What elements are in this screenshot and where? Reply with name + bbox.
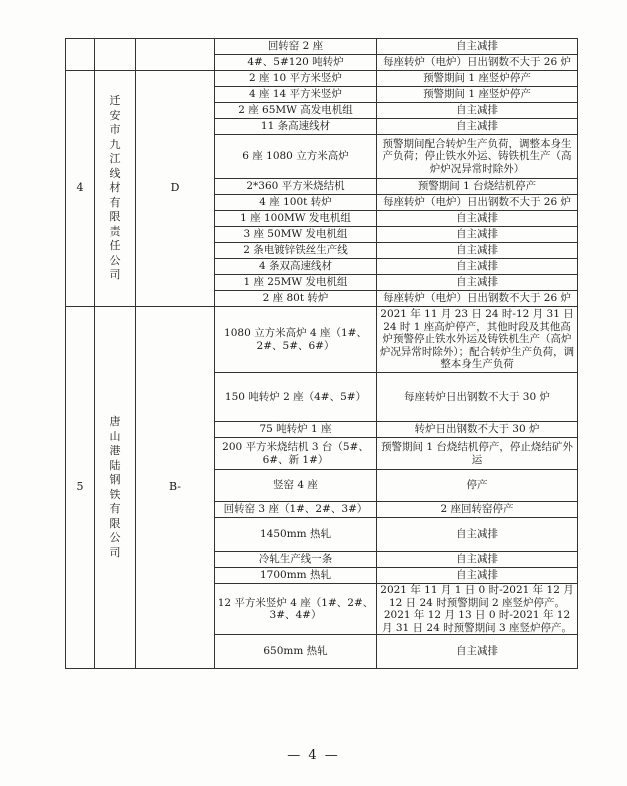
prev-grade-cell <box>136 39 215 71</box>
facility-cell: 1450mm 热轧 <box>215 518 377 552</box>
company-name <box>95 307 136 669</box>
table-row <box>66 39 578 55</box>
measure-cell: 自主减排 <box>377 211 578 227</box>
table-row <box>66 71 578 87</box>
page-number: — 4 — <box>287 748 340 763</box>
facility-cell: 2 座 80t 转炉 <box>215 291 377 307</box>
facility-cell: 2 座 65MW 高发电机组 <box>215 103 377 119</box>
measure-cell: 每座转炉（电炉）日出钢数不大于 26 炉 <box>377 195 578 211</box>
facility-cell: 4 条双高速线材 <box>215 259 377 275</box>
facility-cell: 1 座 25MW 发电机组 <box>215 275 377 291</box>
table-body <box>66 39 578 669</box>
prev-company-cell <box>95 39 136 71</box>
measure-cell: 预警期间 1 座竖炉停产 <box>377 71 578 87</box>
measure-cell: 自主减排 <box>377 103 578 119</box>
measure-cell: 预警期间 1 台烧结机停产，停止烧结矿外运 <box>377 438 578 470</box>
facility-cell: 1 座 100MW 发电机组 <box>215 211 377 227</box>
facility-cell: 75 吨转炉 1 座 <box>215 422 377 438</box>
measure-cell: 自主减排 <box>377 227 578 243</box>
measure-cell: 预警期间 1 座竖炉停产 <box>377 87 578 103</box>
facility-cell: 4#、5#120 吨转炉 <box>215 55 377 71</box>
measure-cell: 自主减排 <box>377 119 578 135</box>
facility-cell: 2 座 10 平方米竖炉 <box>215 71 377 87</box>
company-name-text: 唐山港陆钢铁有限公司 <box>109 415 121 559</box>
measure-cell: 自主减排 <box>377 259 578 275</box>
facility-cell: 2 条电镀锌铁丝生产线 <box>215 243 377 259</box>
measure-cell: 每座转炉（电炉）日出钢数不大于 26 炉 <box>377 291 578 307</box>
measure-cell: 自主减排 <box>377 635 578 669</box>
company-grade: D <box>136 71 215 307</box>
measure-cell: 自主减排 <box>377 243 578 259</box>
measure-cell: 2021 年 11 月 23 日 24 时-12 月 31 日 24 时 1 座高炉停产，其他时段及其他高炉预警停止铁水外运及铸铁机生产（高炉炉况异常时除外）；配合转炉生产负荷，调整本身生产负荷 <box>377 307 578 373</box>
company-name <box>95 71 136 307</box>
facility-cell: 3 座 50MW 发电机组 <box>215 227 377 243</box>
measure-cell: 每座转炉（电炉）日出钢数不大于 26 炉 <box>377 55 578 71</box>
measure-cell: 每座转炉日出钢数不大于 30 炉 <box>377 373 578 422</box>
facility-cell: 竖窑 4 座 <box>215 470 377 502</box>
facility-cell: 回转窑 3 座（1#、2#、3#） <box>215 502 377 518</box>
facility-cell: 650mm 热轧 <box>215 635 377 669</box>
measure-cell: 2021 年 11 月 1 日 0 时-2021 年 12 月 12 日 24 时预警期间 2 座竖炉停产。2021 年 12 月 13 日 0 时-2021 年 12 月 31 日 24 时预警期间 3 座竖炉停产。 <box>377 584 578 635</box>
company-number: 5 <box>66 307 95 669</box>
prev-number-cell <box>66 39 95 71</box>
facility-cell: 1080 立方米高炉 4 座（1#、2#、5#、6#） <box>215 307 377 373</box>
facility-cell: 11 条高速线材 <box>215 119 377 135</box>
measure-cell: 自主减排 <box>377 568 578 584</box>
facility-cell: 4 座 14 平方米竖炉 <box>215 87 377 103</box>
company-number: 4 <box>66 71 95 307</box>
emission-measures-table <box>65 38 578 669</box>
facility-cell: 回转窑 2 座 <box>215 39 377 55</box>
facility-cell: 2*360 平方米烧结机 <box>215 179 377 195</box>
company-grade: B- <box>136 307 215 669</box>
measure-cell: 转炉日出钢数不大于 30 炉 <box>377 422 578 438</box>
facility-cell: 4 座 100t 转炉 <box>215 195 377 211</box>
company-name-text: 迁安市九江线材有限责任公司 <box>109 94 121 282</box>
facility-cell: 1700mm 热轧 <box>215 568 377 584</box>
facility-cell: 6 座 1080 立方米高炉 <box>215 135 377 179</box>
table-row <box>66 307 578 373</box>
facility-cell: 150 吨转炉 2 座（4#、5#） <box>215 373 377 422</box>
measure-cell: 自主减排 <box>377 518 578 552</box>
measure-cell: 2 座回转窑停产 <box>377 502 578 518</box>
measure-cell: 停产 <box>377 470 578 502</box>
measure-cell: 预警期间配合转炉生产负荷，调整本身生产负荷；停止铁水外运、铸铁机生产（高炉炉况异常时除外） <box>377 135 578 179</box>
measure-cell: 自主减排 <box>377 275 578 291</box>
measure-cell: 自主减排 <box>377 39 578 55</box>
measure-cell: 预警期间 1 台烧结机停产 <box>377 179 578 195</box>
facility-cell: 冷轧生产线一条 <box>215 552 377 568</box>
facility-cell: 12 平方米竖炉 4 座（1#、2#、3#、4#） <box>215 584 377 635</box>
facility-cell: 200 平方米烧结机 3 台（5#、6#、新 1#） <box>215 438 377 470</box>
measure-cell: 自主减排 <box>377 552 578 568</box>
